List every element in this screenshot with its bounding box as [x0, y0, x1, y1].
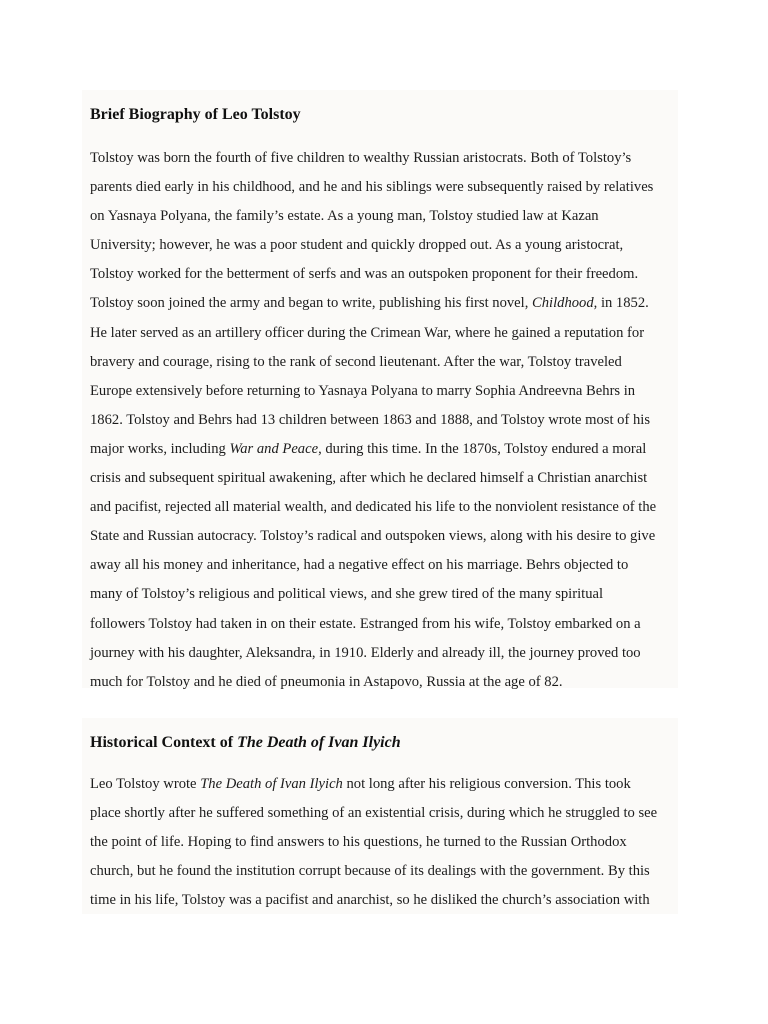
biography-paragraph — [90, 144, 670, 697]
historical-context-paragraph — [90, 770, 670, 915]
italic-title: The Death of Ivan Ilyich — [200, 776, 343, 792]
historical-context-heading — [90, 733, 670, 753]
text-line: many of Tolstoy’s religious and political views, and she grew tired of the many spiritual — [90, 586, 604, 603]
text-line: Europe extensively before returning to Yasnaya Polyana to marry Sophia Andreevna Behrs in — [90, 382, 636, 399]
text-line: the point of life. Hoping to find answers to his questions, he turned to the Russian Orthodox — [90, 834, 627, 851]
text-line: Tolstoy was born the fourth of five children to wealthy Russian aristocrats. Both of Tolstoy’s — [90, 150, 632, 166]
text-line: time in his life, Tolstoy was a pacifist and anarchist, so he disliked the church’s association with — [90, 892, 650, 909]
text-line: journey with his daughter, Aleksandra, in 1910. Elderly and already ill, the journey proved too — [90, 644, 641, 661]
text-line: and pacifist, rejected all material wealth, and dedicated his life to the nonviolent resistance of the — [90, 499, 657, 516]
text-line: Tolstoy soon joined the army and began to write, publishing his first novel, Childhood, in 1852. — [90, 295, 649, 312]
text-line: crisis and subsequent spiritual awakening, after which he declared himself a Christian anarchist — [90, 470, 648, 487]
biography-heading: Brief Biography of Leo Tolstoy — [90, 106, 301, 123]
italic-title: Childhood — [532, 295, 594, 312]
text-line: parents died early in his childhood, and he and his siblings were subsequently raised by relatives — [90, 179, 654, 196]
text-line: 1862. Tolstoy and Behrs had 13 children between 1863 and 1888, and Tolstoy wrote most of his — [90, 411, 651, 428]
text-line: on Yasnaya Polyana, the family’s estate. As a young man, Tolstoy studied law at Kazan — [90, 208, 599, 225]
historical-context-section — [82, 718, 678, 914]
text-line: followers Tolstoy had taken in on their estate. Estranged from his wife, Tolstoy embarked on a — [90, 615, 641, 632]
text-line: away all his money and inheritance, had a negative effect on his marriage. Behrs objected to — [90, 557, 629, 574]
text-line: Leo Tolstoy wrote The Death of Ivan Ilyich not long after his religious conversion. This took — [90, 776, 631, 792]
biography-section — [82, 90, 678, 688]
heading-book-title: The Death of Ivan Ilyich — [237, 734, 401, 751]
text-line: bravery and courage, rising to the rank of second lieutenant. After the war, Tolstoy traveled — [90, 353, 622, 370]
text-line: State and Russian autocracy. Tolstoy’s radical and outspoken views, along with his desire to give — [90, 528, 656, 545]
text-line: University; however, he was a poor student and quickly dropped out. As a young aristocrat, — [90, 237, 624, 254]
text-line: much for Tolstoy and he died of pneumonia in Astapovo, Russia at the age of 82. — [90, 673, 563, 690]
heading-prefix: Historical Context of — [90, 734, 238, 751]
text-line: He later served as an artillery officer during the Crimean War, where he gained a reputation for — [90, 324, 645, 341]
text-line: Tolstoy worked for the betterment of serfs and was an outspoken proponent for their freedom. — [90, 266, 639, 283]
text-line: church, but he found the institution corrupt because of its dealings with the government. By this — [90, 863, 650, 880]
italic-title: War and Peace — [229, 440, 319, 457]
text-line: major works, including War and Peace, during this time. In the 1870s, Tolstoy endured a moral — [90, 440, 647, 457]
text-line: place shortly after he suffered something of an existential crisis, during which he struggled to see — [90, 805, 658, 822]
